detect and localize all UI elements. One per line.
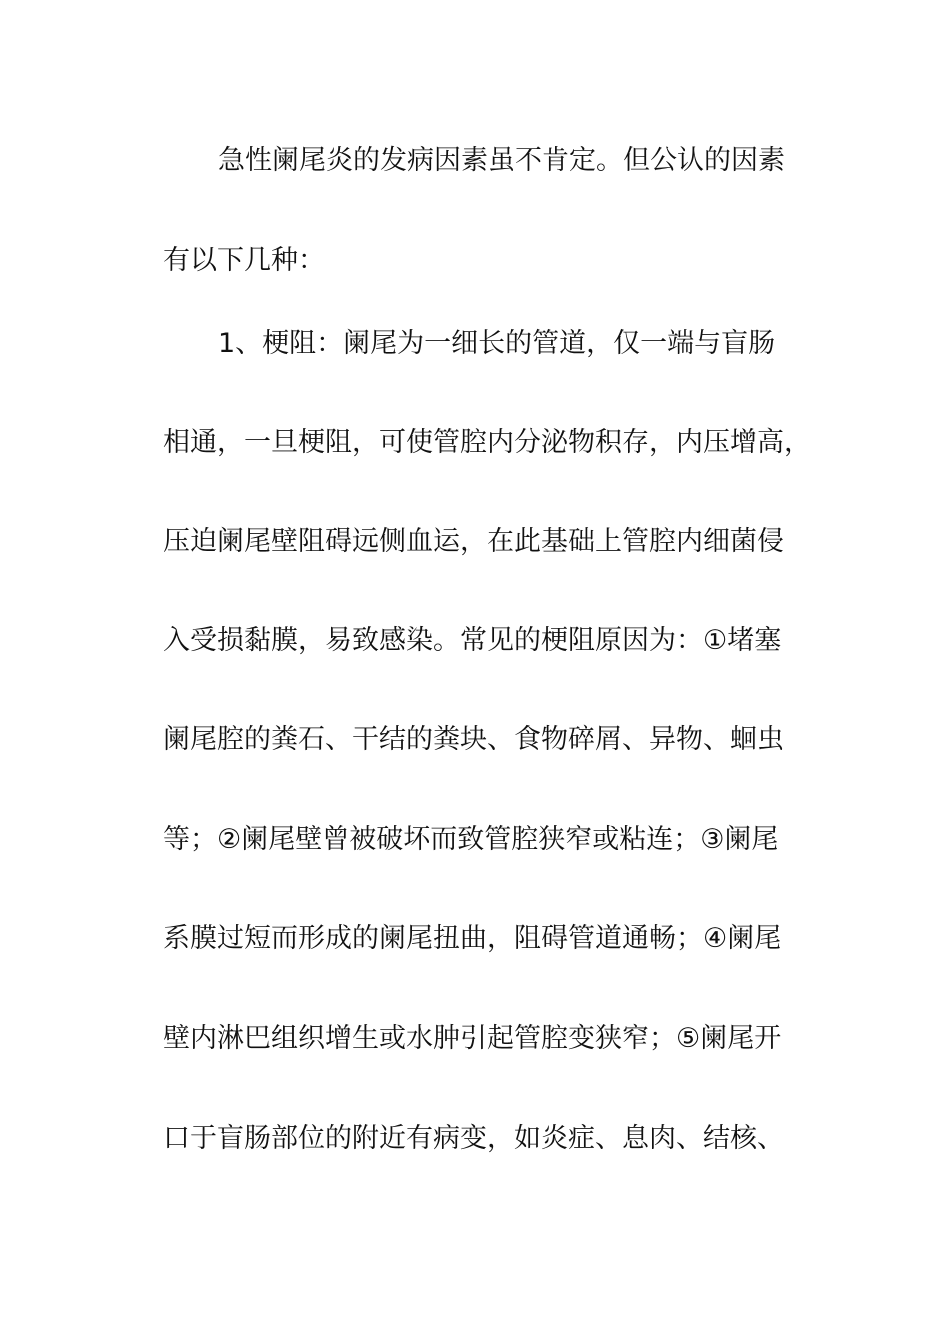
paragraph-line: 壁内淋巴组织增生或水肿引起管腔变狭窄；⑤阑尾开 — [163, 1023, 782, 1054]
paragraph-line: 相通，一旦梗阻，可使管腔内分泌物积存，内压增高， — [163, 427, 811, 458]
paragraph-line: 1、梗阻：阑尾为一细长的管道，仅一端与盲肠 — [218, 328, 776, 359]
paragraph-line: 急性阑尾炎的发病因素虽不肯定。但公认的因素 — [218, 145, 785, 176]
paragraph-line: 口于盲肠部位的附近有病变，如炎症、息肉、结核、 — [163, 1123, 784, 1154]
paragraph-line: 阑尾腔的粪石、干结的粪块、食物碎屑、异物、蛔虫 — [163, 724, 784, 755]
paragraph-line: 等；②阑尾壁曾被破坏而致管腔狭窄或粘连；③阑尾 — [163, 824, 779, 855]
paragraph-line: 系膜过短而形成的阑尾扭曲，阻碍管道通畅；④阑尾 — [163, 923, 782, 954]
paragraph-line: 有以下几种： — [163, 245, 325, 276]
paragraph-line: 压迫阑尾壁阻碍远侧血运，在此基础上管腔内细菌侵 — [163, 526, 784, 557]
paragraph-line: 入受损黏膜，易致感染。常见的梗阻原因为：①堵塞 — [163, 625, 782, 656]
